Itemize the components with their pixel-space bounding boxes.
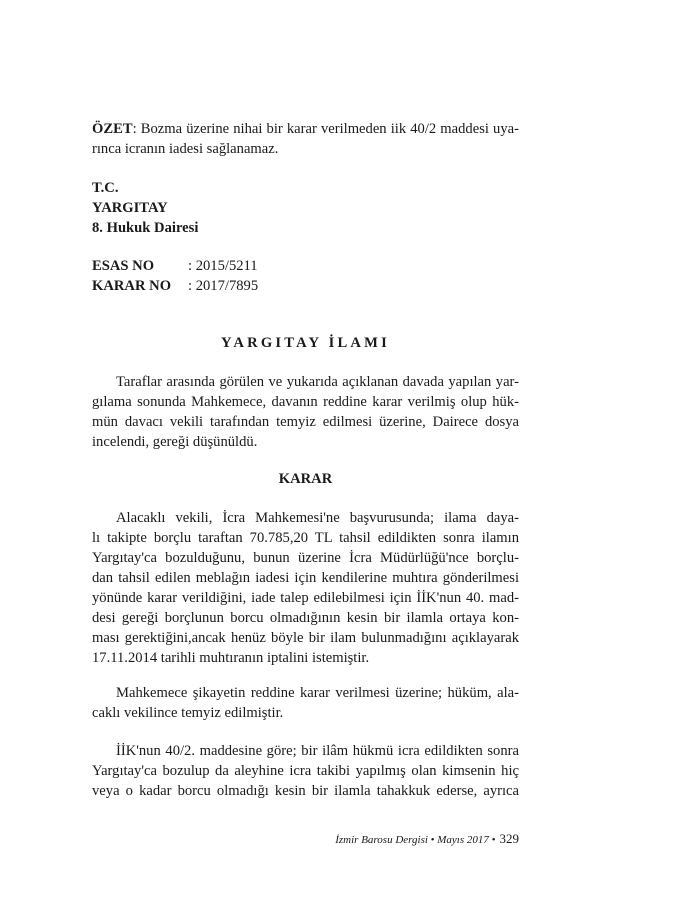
case-numbers	[92, 256, 519, 296]
karar-heading: KARAR	[278, 471, 333, 487]
para3-line: İİK'nun 40/2. maddesine göre; bir ilâm hükmü icra edildikten sonra	[116, 743, 519, 759]
para1-line: 17.11.2014 tarihli muhtıranın iptalini istemiştir.	[92, 650, 370, 666]
summary-line-2: rınca icranın iadesi sağlanamaz.	[92, 141, 279, 157]
paragraph-3	[92, 741, 519, 801]
court-country: T.C.	[92, 180, 119, 196]
court-chamber: 8. Hukuk Dairesi	[92, 220, 199, 236]
journal-name: İzmir Barosu Dergisi • Mayıs 2017 •	[335, 834, 496, 846]
karar-value: : 2017/7895	[188, 278, 259, 294]
document-title: YARGITAY İLAMI	[220, 335, 390, 351]
summary-text-1: : Bozma üzerine nihai bir karar verilmeden iik 40/2 maddesi uya-	[132, 121, 519, 137]
esas-value: : 2015/5211	[188, 258, 258, 274]
page-footer	[92, 831, 519, 848]
intro-line: incelendi, gereği düşünüldü.	[92, 434, 258, 450]
court-header	[92, 178, 519, 238]
para2-line: caklı vekilince temyiz edilmiştir.	[92, 705, 284, 721]
summary-label: ÖZET	[92, 121, 133, 137]
para1-line: ması gerektiğini,ancak henüz böyle bir ilam bulunmadığını açıklayarak	[92, 630, 519, 646]
intro-line: mün davacı vekili tarafından temyiz edilmesi üzerine, Dairece dosya	[92, 414, 519, 430]
paragraph-2	[92, 683, 519, 723]
page-number: 329	[499, 831, 519, 846]
karar-label: KARAR NO	[92, 278, 172, 294]
paragraph-1	[92, 508, 519, 668]
para1-line: Yargıtay'ca bozulduğunu, bunun üzerine İcra Müdürlüğü'nce borçlu-	[92, 550, 519, 566]
court-name: YARGITAY	[92, 200, 168, 216]
esas-label: ESAS NO	[92, 258, 155, 274]
intro-line: gılama sonunda Mahkemece, davanın reddine karar verilmiş olup hük-	[92, 394, 519, 410]
para3-line: Yargıtay'ca bozulup da aleyhine icra takibi yapılmış olan kimsenin hiç	[92, 763, 519, 779]
intro-line: Taraflar arasında görülen ve yukarıda açıklanan davada yapılan yar-	[116, 374, 519, 390]
intro-paragraph	[92, 372, 519, 452]
para1-line: yönünde karar verildiğini, iade talep edilebilmesi için İİK'nun 40. mad-	[92, 590, 519, 606]
para1-line: desi gereği borçlunun borcu olmadığının kesin bir ilamla ortaya kon-	[92, 610, 519, 626]
karar-row	[92, 276, 519, 296]
para3-line: veya o kadar borcu olmadığı kesin bir ilamla tahakkuk ederse, ayrıca	[92, 783, 519, 799]
para2-line: Mahkemece şikayetin reddine karar verilmesi üzerine; hüküm, ala-	[116, 685, 519, 701]
para1-line: dan tahsil edilen meblağın iadesi için kendilerine muhtıra gönderilmesi	[92, 570, 519, 586]
para1-line: lı takipte borçlu taraftan 70.785,20 TL tahsil edildikten sonra ilamın	[92, 530, 519, 546]
esas-row	[92, 256, 519, 276]
summary-section	[92, 119, 519, 159]
para1-line: Alacaklı vekili, İcra Mahkemesi'ne başvurusunda; ilama daya-	[116, 510, 519, 526]
summary-line-1	[92, 119, 519, 139]
